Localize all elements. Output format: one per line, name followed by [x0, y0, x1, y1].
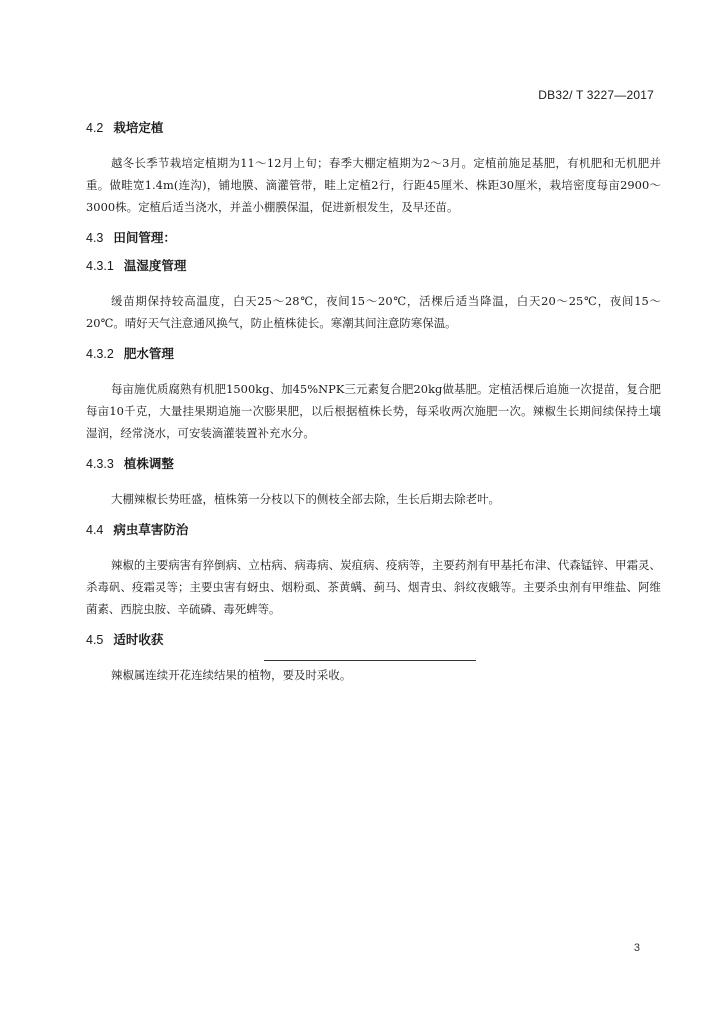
section-title: 病虫草害防治	[113, 522, 189, 537]
section-number: 4.3.2	[86, 347, 114, 361]
section-heading	[86, 346, 661, 362]
standard-code: DB32/ T 3227—2017	[538, 88, 654, 102]
section-paragraph: 缓苗期保持较高温度，白天25～28℃，夜间15～20℃，活棵后适当降温，白天20～25℃，夜间15～20℃。晴好天气注意通风换气，防止植株徒长。寒潮其间注意防寒保温。	[86, 294, 661, 330]
section-number: 4.3.3	[86, 457, 114, 471]
section-title: 植株调整	[123, 456, 174, 471]
section-heading	[86, 456, 661, 472]
section-number: 4.3	[86, 231, 104, 245]
section-heading	[86, 230, 661, 246]
section-paragraph: 辣椒的主要病害有猝倒病、立枯病、病毒病、炭疽病、疫病等，主要药剂有甲基托布津、代森锰锌、甲霜灵、杀毒矾、疫霜灵等；主要虫害有蚜虫、烟粉虱、茶黄螨、蓟马、烟青虫、斜纹夜蛾等。主要杀虫剂有甲维盐、阿维菌素、西脘虫胺、辛硫磷、毒死蜱等。	[86, 558, 661, 616]
section-number: 4.5	[86, 633, 104, 647]
section-title: 适时收获	[113, 632, 164, 647]
section-paragraph: 每亩施优质腐熟有机肥1500kg、加45%NPK三元素复合肥20kg做基肥。定植活棵后追施一次提苗，复合肥每亩10千克，大量挂果期追施一次膨果肥，以后根据植株长势，每采收两次施肥一次。辣椒生长期间续保持土壤湿润，经常浇水，可安装滴灌装置补充水分。	[86, 382, 661, 440]
section-number: 4.2	[86, 121, 104, 135]
section-heading	[86, 522, 661, 538]
end-of-document-line	[264, 660, 476, 661]
section-number: 4.3.1	[86, 259, 114, 273]
section-number: 4.4	[86, 523, 104, 537]
section-paragraph: 越冬长季节栽培定植期为11～12月上旬；春季大棚定植期为2～3月。定植前施足基肥，有机肥和无机肥并重。做畦宽1.4m(连沟)，铺地膜、滴灌管带，畦上定植2行，行距45厘米、株距30厘米，栽培密度每亩2900～3000株。定植后适当浇水，并盖小棚膜保温，促进新根发生，及早还苗。	[86, 156, 661, 214]
section-paragraph: 大棚辣椒长势旺盛，植株第一分枝以下的侧枝全部去除，生长后期去除老叶。	[111, 492, 500, 506]
section-title: 田间管理：	[113, 230, 176, 245]
document-body	[86, 120, 661, 686]
section-heading	[86, 632, 661, 648]
section-paragraph: 辣椒属连续开花连续结果的植物，要及时采收。	[111, 668, 352, 682]
section-heading	[86, 120, 661, 136]
section-title: 温湿度管理	[123, 258, 187, 273]
section-title: 栽培定植	[113, 120, 164, 135]
section-title: 肥水管理	[123, 346, 174, 361]
section-heading	[86, 258, 661, 274]
page-number: 3	[633, 942, 640, 954]
